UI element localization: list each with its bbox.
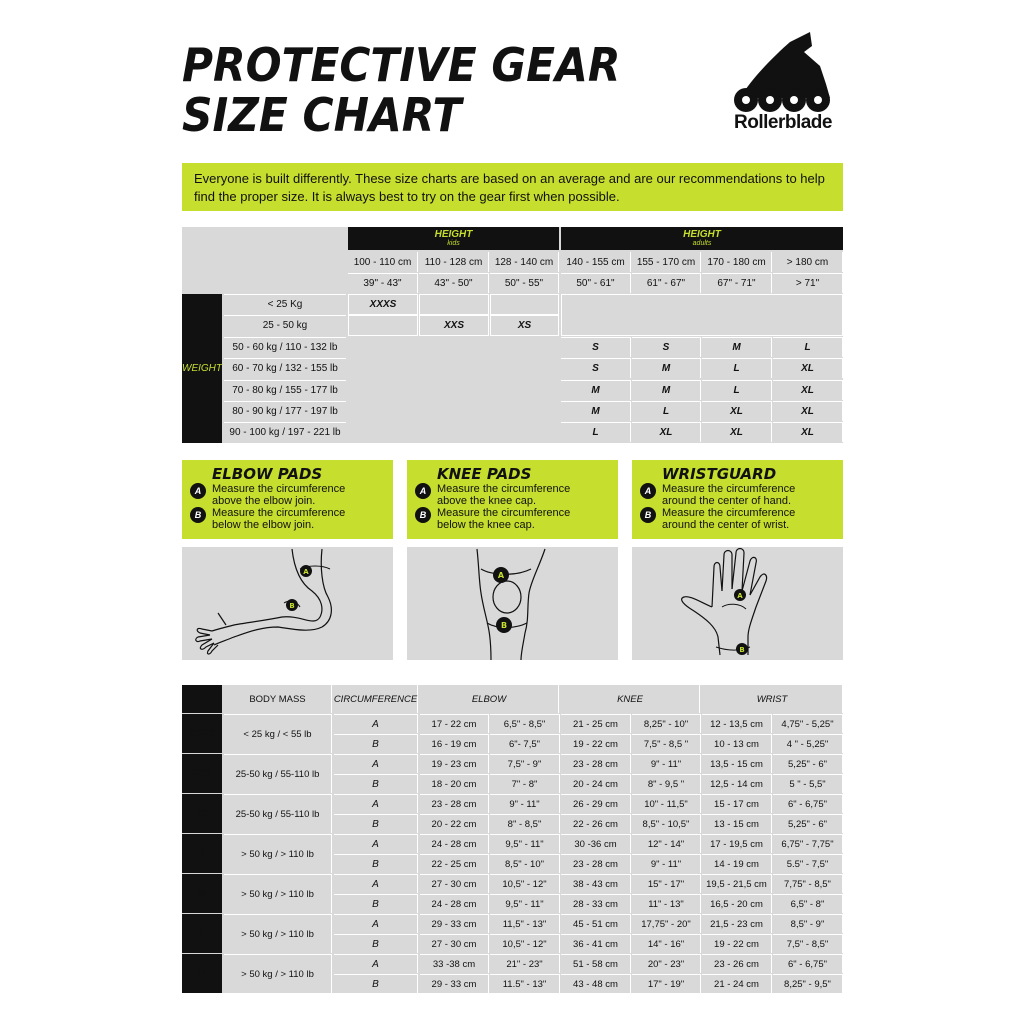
adult-size-cell: M [632, 358, 701, 378]
adult-size-cell: M [561, 380, 631, 400]
circ-value-cell: 11,5" - 13" [490, 914, 560, 933]
card-title: KNEE PADS [437, 465, 532, 483]
circ-value-cell: 30 -36 cm [561, 834, 631, 853]
badge-b-icon: B [640, 507, 656, 523]
wrist-illustration [632, 547, 843, 660]
svg-text:A: A [737, 592, 743, 600]
circ-value-cell: 6,5" - 8,5" [490, 714, 560, 733]
circ-a-label: A [334, 954, 418, 973]
circ-value-cell: 12,5 - 14 cm [702, 774, 772, 793]
circ-a-label: A [334, 874, 418, 893]
adult-size-cell: XL [773, 380, 843, 400]
height-cm-cell: > 180 cm [773, 252, 843, 272]
circ-value-cell: 5 " - 5,5" [773, 774, 843, 793]
circ-value-cell: 36 - 41 cm [561, 934, 631, 953]
body-mass-cell: > 50 kg / > 110 lb [224, 874, 332, 913]
circ-value-cell: 14" - 16" [632, 934, 701, 953]
weight-row-label: 25 - 50 kg [224, 315, 346, 335]
grid-cell [490, 294, 559, 315]
circ-value-cell: 9" - 11" [490, 794, 560, 813]
circ-value-cell: 27 - 30 cm [420, 874, 489, 893]
badge-a-icon: A [640, 483, 656, 499]
circ-value-cell: 4 " - 5,25" [773, 734, 843, 753]
height-cm-cell: 140 - 155 cm [561, 252, 631, 272]
circ-value-cell: 11.5" - 13" [490, 974, 560, 993]
instruction-line: Measure the circumference [212, 483, 346, 495]
circ-value-cell: 21 - 24 cm [702, 974, 772, 993]
circ-value-cell: 20" - 23" [632, 954, 701, 973]
body-mass-cell: 25-50 kg / 55-110 lb [224, 794, 332, 833]
circ-value-cell: 17 - 19,5 cm [702, 834, 772, 853]
badge-a-icon: A [190, 483, 206, 499]
weight-row-label: 80 - 90 kg / 177 - 197 lb [224, 401, 346, 421]
height-adults-sub: adults [692, 240, 712, 247]
circ-value-cell: 23 - 26 cm [702, 954, 772, 973]
instruction-line: around the center of hand. [662, 495, 792, 507]
elbow-illustration [182, 547, 393, 660]
wristguard-card [632, 460, 843, 539]
instruction-text [212, 483, 387, 507]
circ-value-cell: 17" - 19" [632, 974, 701, 993]
circ-value-cell: 8" - 9,5 " [632, 774, 701, 793]
height-inch-cell: 43" - 50" [419, 273, 489, 293]
height-adults-title: HEIGHT [683, 229, 721, 240]
circ-b-label: B [334, 734, 418, 753]
circ-value-cell: 12 - 13,5 cm [702, 714, 772, 733]
height-inch-cell: 50" - 55" [490, 273, 559, 293]
weight-row-label: 50 - 60 kg / 110 - 132 lb [224, 337, 346, 357]
circ-header-cell: CIRCUMFERENCE [334, 685, 418, 713]
adult-size-cell: S [561, 337, 631, 357]
adult-size-cell: L [561, 422, 631, 442]
circ-value-cell: 28 - 33 cm [561, 894, 631, 913]
circ-value-cell: 10" - 11,5" [632, 794, 701, 813]
circ-header-cell: BODY MASS [224, 685, 332, 713]
weight-label: WEIGHT [182, 294, 222, 443]
circ-value-cell: 10 - 13 cm [702, 734, 772, 753]
grid-cell [419, 315, 489, 336]
body-mass-cell: > 50 kg / > 110 lb [224, 954, 332, 993]
circ-value-cell: 13 - 15 cm [702, 814, 772, 833]
circ-value-cell: 7,5" - 8,5 " [632, 734, 701, 753]
instruction-text [662, 507, 837, 531]
height-kids-sub: kids [447, 240, 460, 247]
circ-value-cell: 6,5" - 8" [773, 894, 843, 913]
circ-value-cell: 21" - 23" [490, 954, 560, 973]
circ-header-corner [182, 685, 222, 713]
circ-value-cell: 19 - 22 cm [702, 934, 772, 953]
circ-value-cell: 11" - 13" [632, 894, 701, 913]
circ-value-cell: 13,5 - 15 cm [702, 754, 772, 773]
circ-value-cell: 27 - 30 cm [420, 934, 489, 953]
circ-value-cell: 9" - 11" [632, 854, 701, 873]
circ-value-cell: 8,5" - 10,5" [632, 814, 701, 833]
circ-value-cell: 29 - 33 cm [420, 974, 489, 993]
circ-value-cell: 5,25" - 6" [773, 814, 843, 833]
knee-illustration [407, 547, 618, 660]
height-inch-cell: > 71" [773, 273, 843, 293]
page-title [182, 40, 620, 140]
intro-banner: Everyone is built differently. These size charts are based on an average and are our recommendations to help find the proper size. It is always best to try on the gear first when possible. [182, 163, 843, 211]
circ-value-cell: 22 - 26 cm [561, 814, 631, 833]
circ-value-cell: 8,5" - 10" [490, 854, 560, 873]
svg-text:A: A [303, 568, 309, 576]
elbow-pads-card [182, 460, 393, 539]
height-cm-cell: 155 - 170 cm [632, 252, 701, 272]
adult-size-cell: L [702, 358, 772, 378]
circ-value-cell: 51 - 58 cm [561, 954, 631, 973]
weight-row-label: 70 - 80 kg / 155 - 177 lb [224, 380, 346, 400]
circ-b-label: B [334, 854, 418, 873]
height-inch-cell: 61" - 67" [632, 273, 701, 293]
svg-text:B: B [739, 646, 745, 654]
circ-value-cell: 17 - 22 cm [420, 714, 489, 733]
circ-a-label: A [334, 914, 418, 933]
circ-a-label: A [334, 754, 418, 773]
adult-size-cell: XL [773, 358, 843, 378]
circ-value-cell: 7,5" - 9" [490, 754, 560, 773]
instruction-line: below the knee cap. [437, 519, 535, 531]
size-label: S [182, 834, 222, 873]
circ-value-cell: 9,5" - 11" [490, 834, 560, 853]
circ-value-cell: 12" - 14" [632, 834, 701, 853]
weight-row-label: 60 - 70 kg / 132 - 155 lb [224, 358, 346, 378]
height-kids-title: HEIGHT [434, 229, 473, 240]
size-label: XS [182, 794, 222, 833]
adult-size-cell: XL [702, 401, 772, 421]
adult-size-cell: L [632, 401, 701, 421]
kids-size-cell: XXS [443, 319, 464, 331]
circ-value-cell: 19,5 - 21,5 cm [702, 874, 772, 893]
weight-row-label: < 25 Kg [224, 294, 346, 314]
adult-size-cell: M [561, 401, 631, 421]
svg-text:B: B [500, 621, 508, 630]
size-label: L [182, 914, 222, 953]
circ-value-cell: 38 - 43 cm [561, 874, 631, 893]
adult-size-cell: S [632, 337, 701, 357]
weight-row-label: 90 - 100 kg / 197 - 221 lb [224, 422, 346, 442]
circ-value-cell: 23 - 28 cm [561, 854, 631, 873]
body-mass-cell: > 50 kg / > 110 lb [224, 834, 332, 873]
grid-cell [348, 294, 418, 315]
instruction-text [212, 507, 387, 531]
circ-value-cell: 6,75" - 7,75" [773, 834, 843, 853]
circ-value-cell: 14 - 19 cm [702, 854, 772, 873]
circ-value-cell: 7" - 8" [490, 774, 560, 793]
circ-value-cell: 18 - 20 cm [420, 774, 489, 793]
circ-value-cell: 7,5" - 8,5" [773, 934, 843, 953]
instruction-line: below the elbow join. [212, 519, 315, 531]
instruction-line: Measure the circumference [662, 483, 796, 495]
circ-value-cell: 16,5 - 20 cm [702, 894, 772, 913]
circ-value-cell: 22 - 25 cm [420, 854, 489, 873]
instruction-line: above the elbow join. [212, 495, 316, 507]
body-mass-cell: > 50 kg / > 110 lb [224, 914, 332, 953]
circ-value-cell: 26 - 29 cm [561, 794, 631, 813]
size-label: XL [182, 954, 222, 993]
body-mass-cell: < 25 kg / < 55 lb [224, 714, 332, 753]
circ-value-cell: 20 - 24 cm [561, 774, 631, 793]
circ-header-cell: KNEE [561, 685, 700, 713]
svg-text:B: B [289, 602, 295, 610]
instruction-line: Measure the circumference [212, 507, 346, 519]
circ-value-cell: 17,75" - 20" [632, 914, 701, 933]
circ-value-cell: 5.5" - 7,5" [773, 854, 843, 873]
circ-value-cell: 21,5 - 23 cm [702, 914, 772, 933]
card-title: WRISTGUARD [662, 465, 777, 483]
circ-value-cell: 15" - 17" [632, 874, 701, 893]
card-title: ELBOW PADS [212, 465, 323, 483]
circ-value-cell: 9" - 11" [632, 754, 701, 773]
instruction-line: Measure the circumference [437, 483, 571, 495]
circ-value-cell: 43 - 48 cm [561, 974, 631, 993]
circ-value-cell: 9,5" - 11" [490, 894, 560, 913]
circ-value-cell: 7,75" - 8,5" [773, 874, 843, 893]
badge-b-icon: B [190, 507, 206, 523]
height-adults-header [561, 227, 843, 250]
brand-name: Rollerblade [734, 112, 832, 133]
kids-size-cell: XS [517, 319, 532, 331]
circ-header-cell: ELBOW [420, 685, 559, 713]
circ-value-cell: 24 - 28 cm [420, 834, 489, 853]
circ-value-cell: 29 - 33 cm [420, 914, 489, 933]
instruction-line: Measure the circumference [437, 507, 571, 519]
body-mass-cell: 25-50 kg / 55-110 lb [224, 754, 332, 793]
circ-b-label: B [334, 894, 418, 913]
circ-value-cell: 19 - 22 cm [561, 734, 631, 753]
height-cm-cell: 100 - 110 cm [348, 252, 418, 272]
instruction-line: around the center of wrist. [662, 519, 790, 531]
circ-value-cell: 8,25" - 10" [632, 714, 701, 733]
kids-size-cell: XXXS [369, 298, 397, 310]
title-line-2: SIZE CHART [182, 88, 462, 142]
adult-size-cell: XL [702, 422, 772, 442]
circ-value-cell: 6"- 7,5" [490, 734, 560, 753]
adult-size-cell: L [773, 337, 843, 357]
circ-value-cell: 8,5" - 9" [773, 914, 843, 933]
circ-value-cell: 20 - 22 cm [420, 814, 489, 833]
adult-size-cell: XL [773, 422, 843, 442]
height-inch-cell: 67" - 71" [702, 273, 772, 293]
circ-b-label: B [334, 934, 418, 953]
height-inch-cell: 39" - 43" [348, 273, 418, 293]
circ-value-cell: 24 - 28 cm [420, 894, 489, 913]
circ-value-cell: 21 - 25 cm [561, 714, 631, 733]
size-label: XXXS [182, 714, 222, 753]
height-cm-cell: 110 - 128 cm [419, 252, 489, 272]
circ-value-cell: 16 - 19 cm [420, 734, 489, 753]
size-label: XXS [182, 754, 222, 793]
badge-b-icon: B [415, 507, 431, 523]
circ-value-cell: 10,5" - 12" [490, 874, 560, 893]
circ-b-label: B [334, 814, 418, 833]
height-kids-header [348, 227, 559, 250]
height-cm-cell: 170 - 180 cm [702, 252, 772, 272]
grid-cell [348, 315, 418, 336]
circ-b-label: B [334, 974, 418, 993]
adult-size-cell: M [632, 380, 701, 400]
circ-value-cell: 19 - 23 cm [420, 754, 489, 773]
adult-size-cell: M [702, 337, 772, 357]
height-cm-cell: 128 - 140 cm [490, 252, 559, 272]
circ-b-label: B [334, 774, 418, 793]
instruction-text [662, 483, 837, 507]
circ-a-label: A [334, 834, 418, 853]
circ-value-cell: 23 - 28 cm [420, 794, 489, 813]
knee-pads-card [407, 460, 618, 539]
title-line-1: PROTECTIVE GEAR [182, 38, 621, 92]
circ-value-cell: 8,25" - 9,5" [773, 974, 843, 993]
grid-cell [561, 294, 843, 336]
instruction-text [437, 507, 612, 531]
svg-text:A: A [497, 571, 505, 580]
adult-size-cell: S [561, 358, 631, 378]
circ-value-cell: 15 - 17 cm [702, 794, 772, 813]
instruction-line: Measure the circumference [662, 507, 796, 519]
circ-a-label: A [334, 714, 418, 733]
grid-cell [490, 315, 559, 336]
instruction-text [437, 483, 612, 507]
circ-value-cell: 33 -38 cm [420, 954, 489, 973]
circ-value-cell: 8" - 8,5" [490, 814, 560, 833]
circ-value-cell: 23 - 28 cm [561, 754, 631, 773]
circ-value-cell: 10,5" - 12" [490, 934, 560, 953]
badge-a-icon: A [415, 483, 431, 499]
adult-size-cell: XL [773, 401, 843, 421]
circ-value-cell: 45 - 51 cm [561, 914, 631, 933]
circ-value-cell: 6" - 6,75" [773, 954, 843, 973]
size-label: M [182, 874, 222, 913]
circ-value-cell: 4,75" - 5,25" [773, 714, 843, 733]
instruction-line: above the knee cap. [437, 495, 537, 507]
circ-header-cell: WRIST [702, 685, 843, 713]
height-inch-cell: 50" - 61" [561, 273, 631, 293]
adult-size-cell: XL [632, 422, 701, 442]
circ-value-cell: 6" - 6,75" [773, 794, 843, 813]
circ-a-label: A [334, 794, 418, 813]
circ-value-cell: 5,25" - 6" [773, 754, 843, 773]
adult-size-cell: L [702, 380, 772, 400]
grid-cell [419, 294, 489, 315]
